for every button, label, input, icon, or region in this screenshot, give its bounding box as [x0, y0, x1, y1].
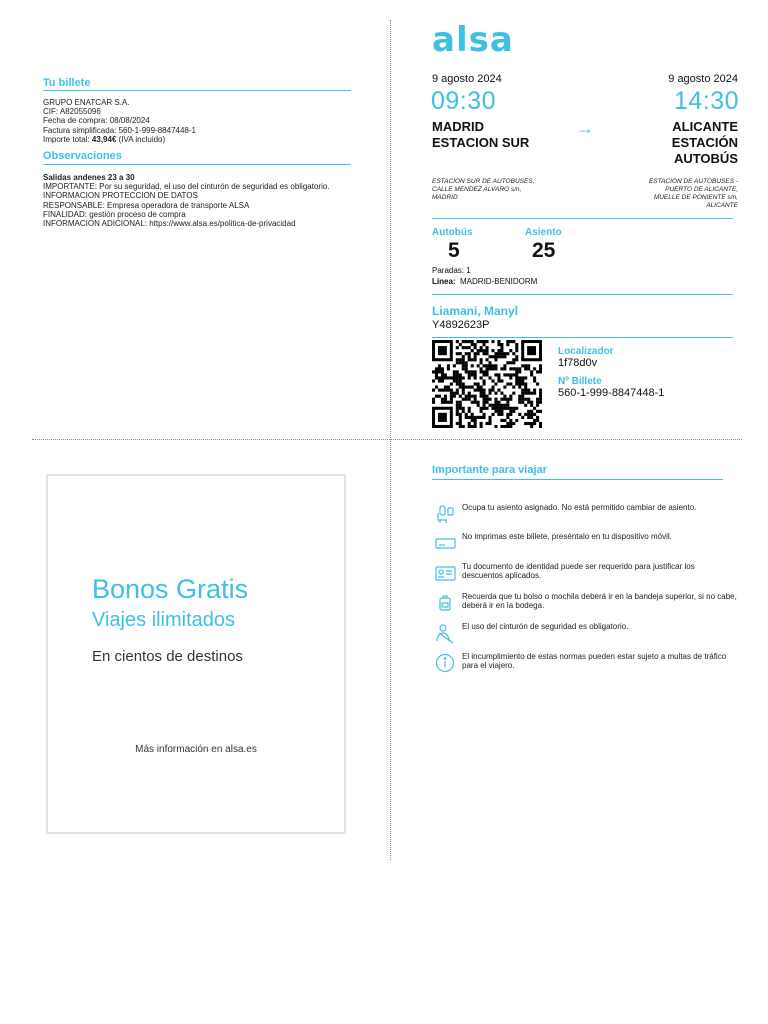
promo-title: Bonos Gratis: [92, 574, 249, 604]
invoice-number: Factura simplificada: 560-1-999-8847448-1: [43, 125, 196, 135]
rule-text: Recuerda que tu bolso o mochila deberá ir en la bandeja superior, si no cabe, deberá ir en la bodega.: [462, 592, 737, 611]
rule-item: [434, 622, 734, 648]
rule-item: [434, 503, 734, 529]
info-icon: [434, 652, 456, 674]
observaciones-title: Observaciones: [43, 150, 122, 162]
localizador-label: Localizador: [558, 346, 614, 357]
ticket-number-label: Nº Billete: [558, 376, 602, 387]
departure-city: MADRID ESTACION SUR: [432, 119, 530, 150]
vertical-fold-line: [390, 20, 391, 860]
rule-text: El incumplimiento de estas normas pueden estar sujeto a multas de tráfico para el viajero.: [462, 652, 727, 671]
alsa-logo: alsa: [432, 20, 514, 60]
total-amount-value: 43,94€: [91, 134, 117, 144]
promo-card: [46, 474, 346, 834]
purchase-info: [43, 98, 351, 144]
observation-line: FINALIDAD: gestión proceso de compra: [43, 209, 186, 219]
id-card-icon: [434, 562, 456, 584]
ticket-number-value: 560-1-999-8847448-1: [558, 387, 665, 399]
departure-time: 09:30: [431, 87, 497, 115]
cif: CIF: A82055096: [43, 107, 101, 117]
observation-line: INFORMACION ADICIONAL: https://www.alsa.es/politica-de-privacidad: [43, 219, 296, 229]
rules-rule: [432, 479, 723, 480]
arrow-right-icon: →: [576, 118, 594, 138]
tu-billete-title: Tu billete: [43, 77, 91, 89]
promo-line: En cientos de destinos: [92, 648, 243, 665]
seat-number: 25: [532, 239, 556, 262]
purchase-date: Fecha de compra: 08/08/2024: [43, 116, 150, 126]
rule-item: [434, 562, 734, 588]
observation-line: IMPORTANTE: Por su seguridad, el uso del cinturón de seguridad es obligatorio.: [43, 182, 330, 192]
ticket-rule-2: [432, 294, 733, 295]
localizador-value: 1f78d0v: [558, 357, 598, 369]
promo-subtitle: Viajes ilimitados: [92, 609, 236, 631]
horizontal-fold-line: [32, 439, 742, 440]
arrival-time: 14:30: [673, 87, 739, 115]
passenger-name: Liamani, Manyl: [432, 304, 519, 318]
arrival-address: ESTACION DE AUTOBUSES - PUERTO DE ALICANTE, MUELLE DE PONIENTE s/n, ALICANTE: [648, 178, 738, 209]
rule-text: El uso del cinturón de seguridad es obligatorio.: [462, 622, 629, 631]
rule-item: [434, 652, 734, 678]
observation-line: Salidas andenes 23 a 30: [43, 173, 135, 182]
arrival-date: 9 agosto 2024: [668, 73, 738, 85]
rule-text: Ocupa tu asiento asignado. No está permitido cambiar de asiento.: [462, 503, 697, 512]
observaciones-rule: [43, 164, 351, 165]
ticket-icon: [434, 532, 456, 554]
bus-label: Autobús: [432, 227, 473, 238]
rules-title: Importante para viajar: [432, 464, 547, 476]
bus-number: 5: [448, 239, 460, 262]
seat-icon: [434, 503, 456, 525]
arrival-city: ALICANTE ESTACIÓN AUTOBÚS: [671, 119, 738, 166]
observation-line: RESPONSABLE: Empresa operadora de transporte ALSA: [43, 200, 250, 210]
company-name: GRUPO ENATCAR S.A.: [43, 98, 130, 107]
total-amount: Importe total: 43,94€ (IVA incluido): [43, 134, 166, 144]
passenger-id: Y4892623P: [432, 319, 490, 331]
stops-count: Paradas: 1: [432, 266, 471, 275]
rule-item: [434, 592, 737, 618]
backpack-icon: [434, 592, 456, 614]
rule-text: Tu documento de identidad puede ser requerido para justificar los descuentos aplicados.: [462, 562, 695, 581]
ticket-rule-3: [432, 337, 733, 338]
rule-item: [434, 532, 734, 558]
line-info: Línea: MADRID-BENIDORM: [432, 277, 538, 286]
tu-billete-rule: [43, 90, 351, 91]
rule-text: No imprimas este billete, preséntalo en tu dispositivo móvil.: [462, 532, 672, 541]
departure-date: 9 agosto 2024: [432, 73, 502, 85]
ticket-rule-1: [432, 218, 733, 219]
seatbelt-icon: [434, 622, 456, 644]
departure-address: ESTACION SUR DE AUTOBUSES, CALLE MENDEZ ALVARO s/n, MADRID: [432, 178, 535, 201]
qr-code: [432, 340, 542, 428]
observation-line: INFORMACION PROTECCION DE DATOS: [43, 191, 198, 201]
observations: [43, 173, 343, 228]
seat-label: Asiento: [525, 227, 562, 238]
promo-more-info: Más información en alsa.es: [135, 744, 257, 755]
